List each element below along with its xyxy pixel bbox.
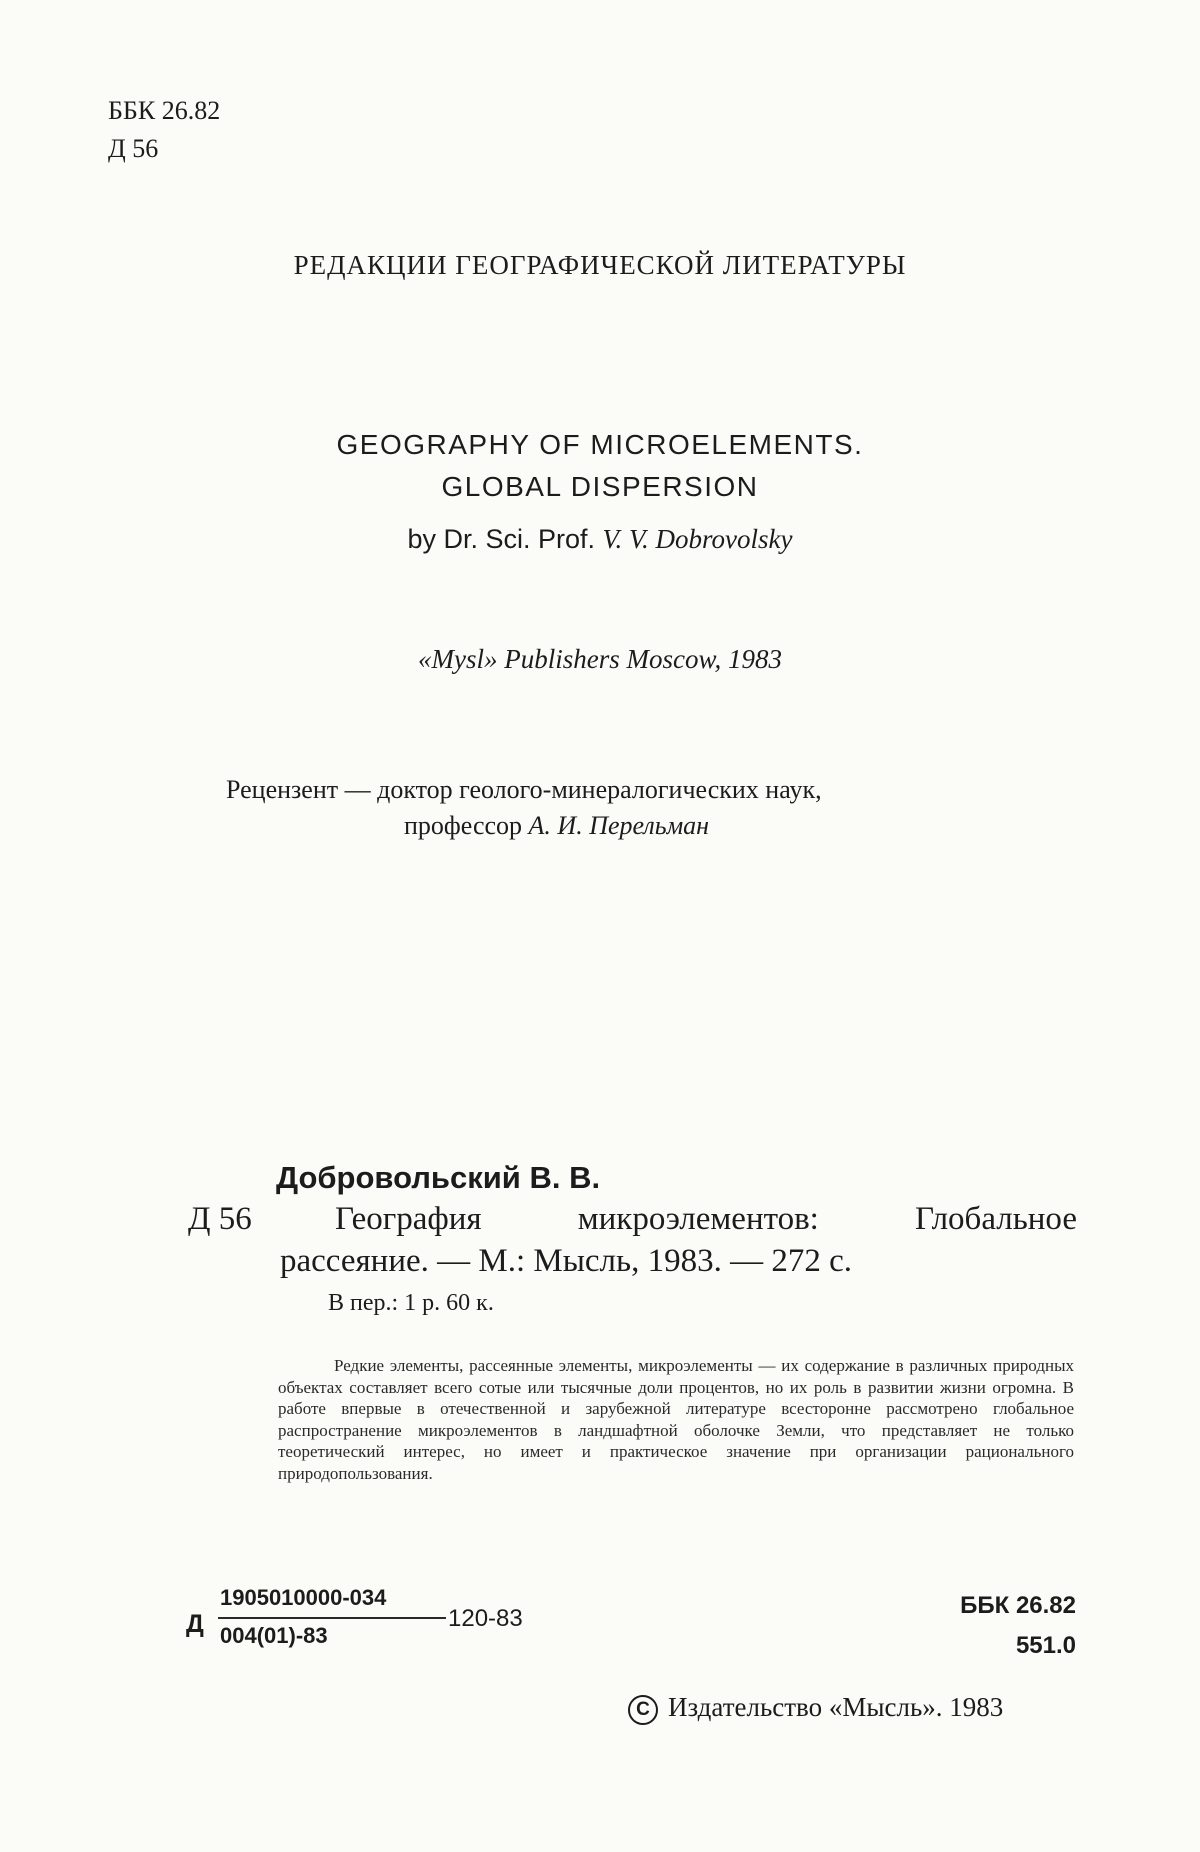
reviewer-block: [226, 772, 822, 844]
copyright: [628, 1692, 1003, 1725]
english-title-line1: GEOGRAPHY OF MICROELEMENTS.: [336, 429, 864, 460]
catalog-title-line1: География микроэлементов: Глобальное: [335, 1201, 1077, 1237]
top-classification: [108, 92, 220, 168]
bbk-bottom-code: ББК 26.82: [960, 1592, 1076, 1619]
copyright-text: Издательство «Мысль». 1983: [668, 1692, 1004, 1722]
fraction-divider: [218, 1617, 446, 1619]
classification-numerator: 1905010000-034: [220, 1585, 387, 1610]
catalog-price: В пер.: 1 р. 60 к.: [328, 1290, 494, 1316]
english-title: [0, 424, 1200, 508]
bbk-code: ББК 26.82: [108, 96, 221, 125]
english-author: [0, 524, 1200, 555]
annotation-text: Редкие элементы, рассеянные элементы, микроэлементы — их содержание в различных природных объектах составляет всего сотые или тысячные доли процентов, но их роль в развитии жизни огромна. В работе впервые в отечественной и зарубежной литературе всесторонне рассмотрено глобальное распространение микроэлементов в ландшафтной оболочке Земли, что представляет не только теоретический интерес, но имеет и практическое значение при организации рационального природопользования.: [278, 1356, 1074, 1483]
english-author-name: V. V. Dobrovolsky: [602, 524, 793, 554]
catalog-author: Добровольский В. В.: [276, 1160, 601, 1195]
reviewer-name: А. И. Перельман: [528, 811, 710, 840]
classification-letter: Д: [186, 1610, 204, 1638]
english-author-prefix: by Dr. Sci. Prof.: [407, 524, 596, 554]
author-mark: Д 56: [108, 134, 159, 163]
edition-note: РЕДАКЦИИ ГЕОГРАФИЧЕСКОЙ ЛИТЕРАТУРЫ: [293, 250, 907, 280]
reviewer-line1: Рецензент — доктор геолого-минералогических наук,: [226, 775, 822, 804]
english-title-line2: GLOBAL DISPERSION: [441, 471, 759, 502]
classification-side: 120-83: [448, 1605, 523, 1632]
english-publisher: «Mysl» Publishers Moscow, 1983: [418, 644, 782, 674]
copyright-icon: C: [628, 1695, 658, 1725]
bbk-block: [880, 1586, 1076, 1666]
annotation: [278, 1355, 1074, 1484]
classification-denominator: 004(01)-83: [220, 1623, 328, 1648]
catalog-index: Д 56: [188, 1201, 252, 1237]
reviewer-title: профессор: [404, 811, 523, 840]
reviewer-line2: [226, 808, 822, 844]
udc-code: 551.0: [1015, 1632, 1076, 1659]
catalog-title-line2: рассеяние. — М.: Мысль, 1983. — 272 с.: [280, 1243, 852, 1279]
